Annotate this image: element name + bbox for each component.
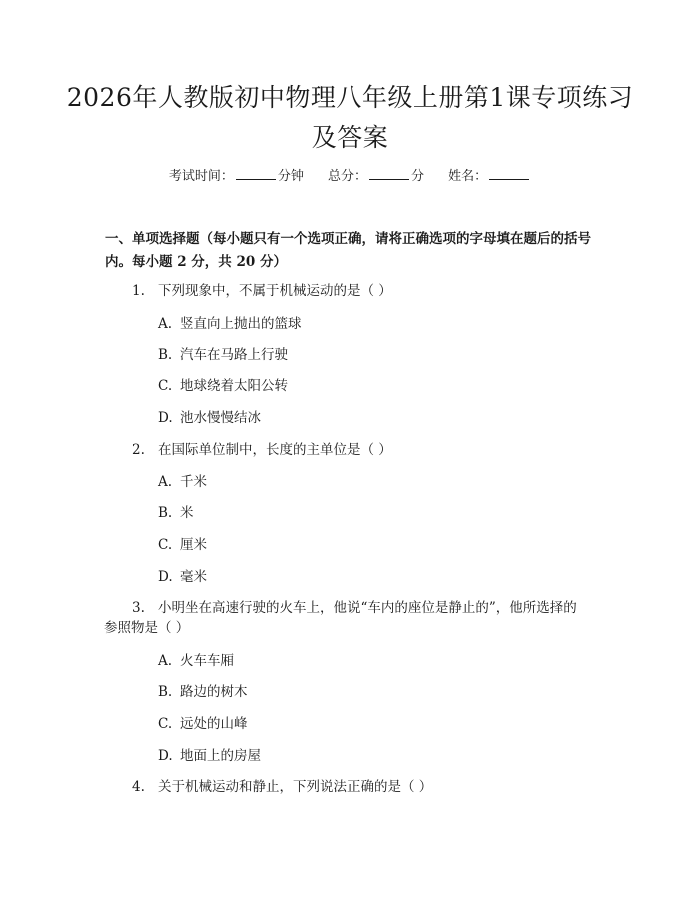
option-letter: C.	[158, 716, 173, 732]
question-4	[132, 777, 432, 797]
question-text: 在国际单位制中，长度的主单位是（ ）	[158, 442, 392, 458]
question-text: 下列现象中，不属于机械运动的是（ ）	[158, 283, 392, 299]
option-text: 地球绕着太阳公转	[180, 378, 288, 394]
section-heading: 一、单项选择题（每小题只有一个选项正确，请将正确选项的字母填在题后的括号内。每小题 2 分，共 20 分）	[105, 231, 591, 270]
option-letter: D.	[158, 410, 173, 426]
question-3	[104, 598, 610, 638]
option-letter: A.	[158, 316, 173, 332]
question-1-option-d	[158, 408, 261, 428]
page-title: 2026年人教版初中物理八年级上册第1课专项练习及答案	[66, 83, 634, 152]
option-letter: B.	[158, 347, 173, 363]
total-score-unit: 分	[411, 169, 425, 184]
question-number: 2.	[132, 442, 145, 458]
question-number: 1.	[132, 283, 145, 299]
option-text: 火车车厢	[180, 653, 234, 669]
option-text: 千米	[180, 474, 207, 490]
student-name	[448, 167, 531, 187]
question-2-option-a	[158, 472, 207, 492]
question-3-option-a	[158, 651, 234, 671]
option-text: 地面上的房屋	[180, 748, 261, 764]
question-1-option-a	[158, 314, 302, 334]
question-2	[132, 440, 392, 460]
option-text: 竖直向上抛出的篮球	[180, 316, 302, 332]
exam-time-unit: 分钟	[277, 169, 304, 184]
question-3-option-b	[158, 682, 248, 702]
exam-time-blank	[236, 167, 276, 180]
question-3-option-c	[158, 714, 248, 734]
option-letter: A.	[158, 474, 173, 490]
question-text-line-2: 参照物是（ ）	[104, 620, 190, 636]
total-score	[328, 167, 424, 187]
question-2-option-b	[158, 503, 194, 523]
option-text: 毫米	[180, 569, 207, 585]
option-letter: D.	[158, 569, 173, 585]
question-text-line-1: 小明坐在高速行驶的火车上，他说“车内的座位是静止的”，他所选择的	[158, 600, 577, 616]
total-score-label: 总分：	[327, 169, 367, 184]
option-text: 路边的树木	[180, 684, 248, 700]
question-1-option-b	[158, 345, 288, 365]
question-number: 4.	[132, 779, 145, 795]
student-name-label: 姓名：	[448, 169, 488, 184]
question-1-option-c	[158, 376, 288, 396]
exam-time	[169, 167, 304, 187]
question-1	[132, 281, 392, 301]
question-2-option-c	[158, 535, 207, 555]
question-2-option-d	[158, 567, 207, 587]
option-text: 米	[180, 505, 194, 521]
option-text: 汽车在马路上行驶	[180, 347, 288, 363]
option-letter: C.	[158, 537, 173, 553]
option-letter: C.	[158, 378, 173, 394]
student-name-blank	[489, 167, 529, 180]
exam-info-line	[0, 167, 700, 187]
option-text: 厘米	[180, 537, 207, 553]
total-score-blank	[369, 167, 409, 180]
option-letter: A.	[158, 653, 173, 669]
question-number: 3.	[132, 600, 145, 616]
exam-time-label: 考试时间：	[168, 169, 234, 184]
option-letter: B.	[158, 505, 173, 521]
option-letter: D.	[158, 748, 173, 764]
option-text: 池水慢慢结冰	[180, 410, 261, 426]
question-text: 关于机械运动和静止，下列说法正确的是（ ）	[158, 779, 433, 795]
question-3-option-d	[158, 746, 261, 766]
option-text: 远处的山峰	[180, 716, 248, 732]
option-letter: B.	[158, 684, 173, 700]
